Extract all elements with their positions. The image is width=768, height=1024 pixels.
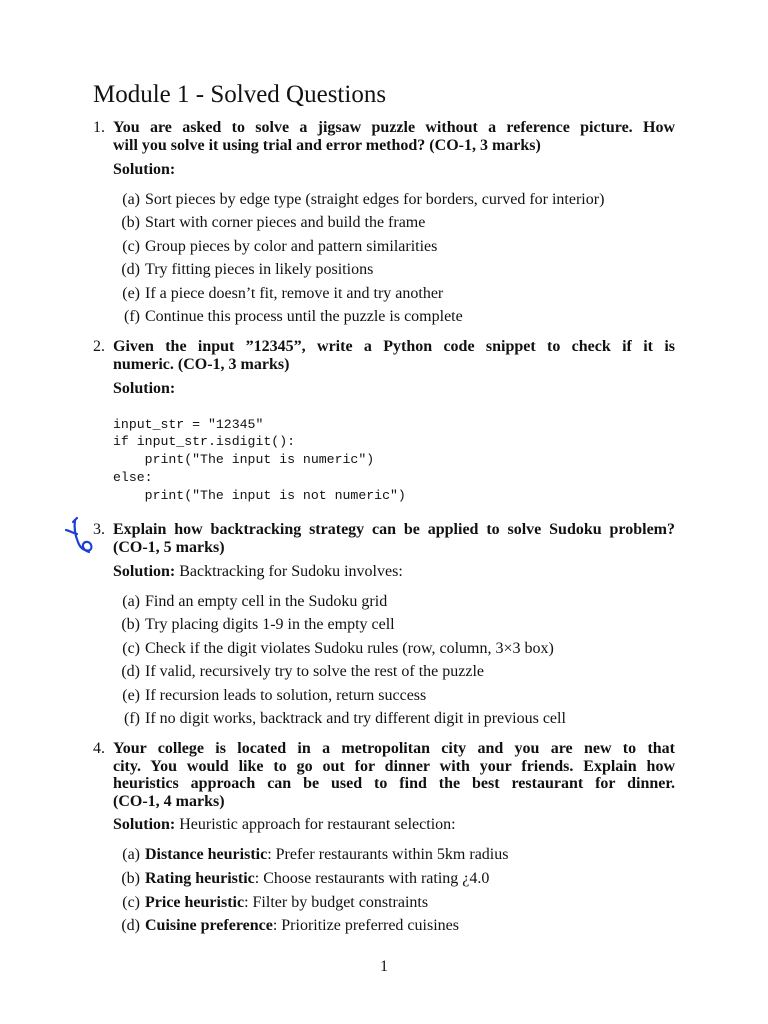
solution-item (93, 637, 675, 661)
code-line: else: (113, 469, 153, 485)
solution-list (93, 843, 675, 937)
question-text-line: Given the input ”12345”, write a Python code snippet to check if it is (113, 338, 675, 355)
code-line: if input_str.isdigit(): (113, 434, 296, 450)
item-label: (d) (121, 917, 140, 935)
question-1 (93, 119, 675, 329)
solution-item (93, 188, 675, 212)
solution-intro: Backtracking for Sudoku involves: (179, 562, 403, 580)
item-text: Check if the digit violates Sudoku rules (row, column, 3×3 box) (145, 639, 554, 657)
solution-heading (113, 816, 675, 834)
question-number: 2. (93, 338, 105, 355)
item-label: (d) (121, 261, 140, 279)
solution-item (93, 843, 675, 867)
question-number: 4. (93, 740, 105, 757)
code-line: print("The input is not numeric") (113, 487, 406, 503)
item-label: (a) (122, 190, 140, 208)
solution-item (93, 684, 675, 708)
question-4 (93, 740, 675, 938)
question-2 (93, 338, 675, 504)
item-text: Try fitting pieces in likely positions (145, 261, 374, 279)
solution-label: Solution: (113, 816, 176, 834)
item-text: Continue this process until the puzzle is complete (145, 308, 463, 326)
code-line: input_str = "12345" (113, 416, 264, 432)
item-label: (c) (122, 893, 140, 911)
solution-heading (113, 161, 675, 179)
item-text (145, 867, 489, 891)
item-label: (d) (121, 663, 140, 681)
solution-item (93, 305, 675, 329)
item-term: Price heuristic (145, 893, 245, 911)
solution-label: Solution: (113, 160, 176, 178)
question-number: 3. (93, 521, 105, 538)
item-label: (a) (122, 592, 140, 610)
code-block (113, 416, 675, 505)
solution-item (93, 867, 675, 891)
item-text: If no digit works, backtrack and try different digit in previous cell (145, 710, 566, 728)
item-label: (a) (122, 846, 140, 864)
item-label: (e) (122, 284, 140, 302)
question-text-line: will you solve it using trial and error method? (CO-1, 3 marks) (113, 137, 541, 154)
item-label: (e) (122, 686, 140, 704)
question-text-line: Your college is located in a metropolitan city and you are new to that (113, 740, 675, 757)
item-term: Cuisine preference (145, 917, 273, 935)
question-text-line: numeric. (CO-1, 3 marks) (113, 356, 290, 373)
item-term: Rating heuristic (145, 869, 255, 887)
item-text: If valid, recursively try to solve the rest of the puzzle (145, 663, 484, 681)
question-text-line: (CO-1, 5 marks) (113, 539, 225, 556)
item-description: : Filter by budget constraints (244, 893, 429, 911)
question-text-line: Explain how backtracking strategy can be applied to solve Sudoku problem? (113, 521, 675, 538)
question-3 (93, 521, 675, 731)
solution-list (93, 188, 675, 330)
handwritten-check-mark-icon (60, 514, 96, 554)
question-text-line: You are asked to solve a jigsaw puzzle without a reference picture. How (113, 119, 675, 136)
solution-item (93, 258, 675, 282)
item-text: Try placing digits 1-9 in the empty cell (145, 616, 395, 634)
item-text: Sort pieces by edge type (straight edges for borders, curved for interior) (145, 190, 605, 208)
item-term: Distance heuristic (145, 846, 268, 864)
item-text (145, 843, 508, 867)
solution-label: Solution: (113, 379, 176, 397)
item-text: If recursion leads to solution, return success (145, 686, 427, 704)
question-number: 1. (93, 119, 105, 136)
solution-item (93, 613, 675, 637)
question-text-line: city. You would like to go out for dinner with your friends. Explain how (113, 757, 675, 775)
item-description: : Choose restaurants with rating ¿4.0 (254, 869, 490, 887)
item-description: : Prefer restaurants within 5km radius (267, 846, 509, 864)
item-label: (c) (122, 639, 140, 657)
question-text-line: (CO-1, 4 marks) (113, 793, 225, 811)
solution-heading (113, 380, 675, 398)
item-label: (b) (121, 214, 140, 232)
page-number: 1 (380, 958, 388, 975)
item-text: Find an empty cell in the Sudoku grid (145, 592, 388, 610)
item-text (145, 891, 428, 915)
solution-item (93, 590, 675, 614)
item-label: (b) (121, 869, 140, 887)
solution-intro: Heuristic approach for restaurant selection: (179, 816, 456, 834)
item-text (145, 914, 459, 938)
solution-item (93, 891, 675, 915)
question-text-line: heuristics approach can be used to find the best restaurant for dinner. (113, 775, 675, 793)
item-label: (b) (121, 616, 140, 634)
item-text: Start with corner pieces and build the frame (145, 214, 426, 232)
solution-item (93, 914, 675, 938)
page-title: Module 1 - Solved Questions (93, 81, 387, 108)
solution-item (93, 282, 675, 306)
question-text (113, 338, 675, 374)
item-description: : Prioritize preferred cuisines (272, 917, 459, 935)
item-text: If a piece doesn’t fit, remove it and try another (145, 284, 444, 302)
code-line: print("The input is numeric") (113, 452, 375, 467)
question-text (113, 740, 675, 811)
solution-item (93, 660, 675, 684)
question-text (113, 119, 675, 155)
item-label: (c) (122, 237, 140, 255)
solution-item (93, 235, 675, 259)
question-text (113, 521, 675, 557)
item-label: (f) (124, 710, 140, 728)
solution-list (93, 590, 675, 732)
solution-label: Solution: (113, 562, 176, 580)
item-label: (f) (124, 308, 140, 326)
solution-heading (113, 563, 675, 581)
solution-item (93, 707, 675, 731)
solution-item (93, 211, 675, 235)
item-text: Group pieces by color and pattern similarities (145, 237, 438, 255)
